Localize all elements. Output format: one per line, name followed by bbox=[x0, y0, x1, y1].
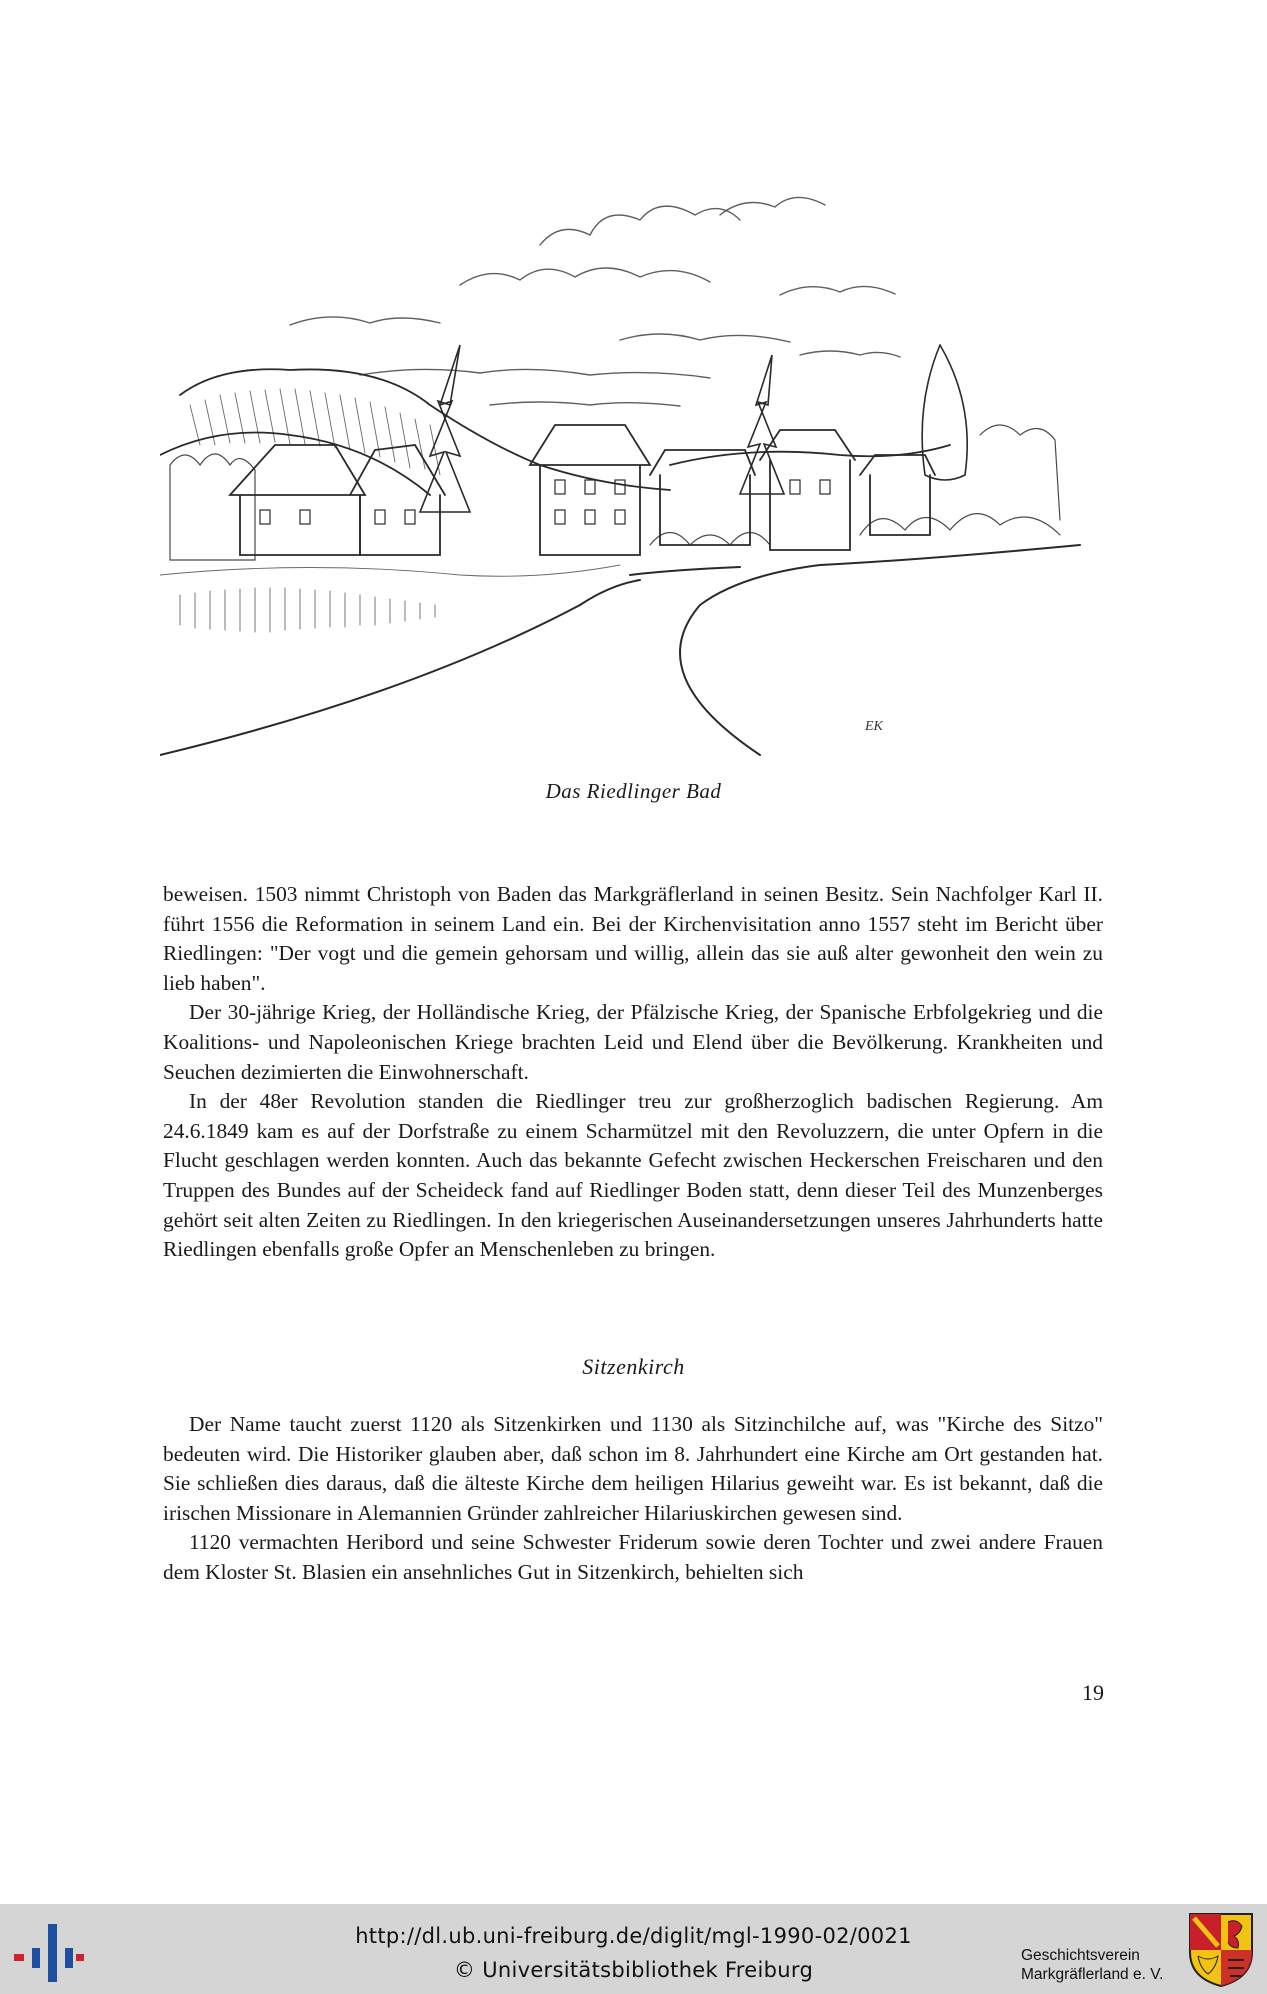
paragraph: In der 48er Revolution standen die Riedlinger treu zur großherzoglich badischen Regierung. Am 24.6.1849 kam es auf der Dorfstraße zu einem Scharmützel mit den Revoluzzern, die unter Opfern in die Flucht geschlagen werden konnten. Auch das bekannte Gefecht zwischen Heckerschen Freischaren und den Truppen des Bundes auf der Scheideck fand auf Riedlinger Boden statt, denn dieser Teil des Munzenberges gehört seit alten Zeiten zu Riedlingen. In den kriegerischen Auseinandersetzungen unseres Jahrhunderts hatte Riedlingen ebenfalls große Opfer an Menschenleben zu bringen. bbox=[163, 1089, 1103, 1262]
figure-caption: Das Riedlinger Bad bbox=[545, 779, 722, 803]
viewer-footer bbox=[0, 1904, 1267, 1994]
village-landscape-sketch-icon bbox=[160, 175, 1104, 757]
text-block-sitzenkirch bbox=[163, 1410, 1103, 1588]
society-name-line: Geschichtsverein bbox=[1021, 1947, 1140, 1964]
paragraph: beweisen. 1503 nimmt Christoph von Baden das Markgräflerland in seinen Besitz. Sein Nachfolger Karl II. führt 1556 die Reformation in seinem Land ein. Bei der Kirchenvisitation anno 1557 steht im Bericht über Riedlingen: "Der vogt und die gemein gehorsam und willig, allein das sie auß alter gewonheit den wein zu lieb haben". bbox=[163, 882, 1103, 995]
paragraph: Der 30-jährige Krieg, der Holländische Krieg, der Pfälzische Krieg, der Spanische Erbfolgekrieg und die Koalitions- und Napoleonischen Kriege brachten Leid und Elend über die Bevölkerung. Krankheiten und Seuchen dezimierten die Einwohnerschaft. bbox=[163, 1000, 1103, 1084]
page-number: 19 bbox=[1082, 1680, 1104, 1705]
society-name-line: Markgräflerland e. V. bbox=[1021, 1966, 1164, 1983]
document-url-link[interactable]: http://dl.ub.uni-freiburg.de/diglit/mgl-1990-02/0021 bbox=[355, 1924, 912, 1948]
paragraph: 1120 vermachten Heribord und seine Schwester Friderum sowie deren Tochter und zwei andere Frauen dem Kloster St. Blasien ein ansehnliches Gut in Sitzenkirch, behielten sich bbox=[163, 1530, 1103, 1584]
section-heading: Sitzenkirch bbox=[582, 1354, 685, 1379]
text-block-riedlingen bbox=[163, 880, 1103, 1265]
copyright-notice: © Universitätsbibliothek Freiburg bbox=[453, 1958, 814, 1982]
paragraph: Der Name taucht zuerst 1120 als Sitzenkirken und 1130 als Sitzinchilche auf, was "Kirche des Sitzo" bedeuten wird. Die Historiker glauben aber, daß schon im 8. Jahrhundert eine Kirche am Ort gestanden hat. Sie schließen dies daraus, daß die älteste Kirche dem heiligen Hilarius geweiht war. Es ist bekannt, daß die irischen Missionare in Alemannien Gründer zahlreicher Hilariuskirchen gewesen sind. bbox=[163, 1412, 1103, 1525]
society-name bbox=[1021, 1946, 1181, 1984]
coat-of-arms-icon[interactable] bbox=[1188, 1912, 1254, 1988]
artist-signature: EK bbox=[865, 719, 883, 734]
